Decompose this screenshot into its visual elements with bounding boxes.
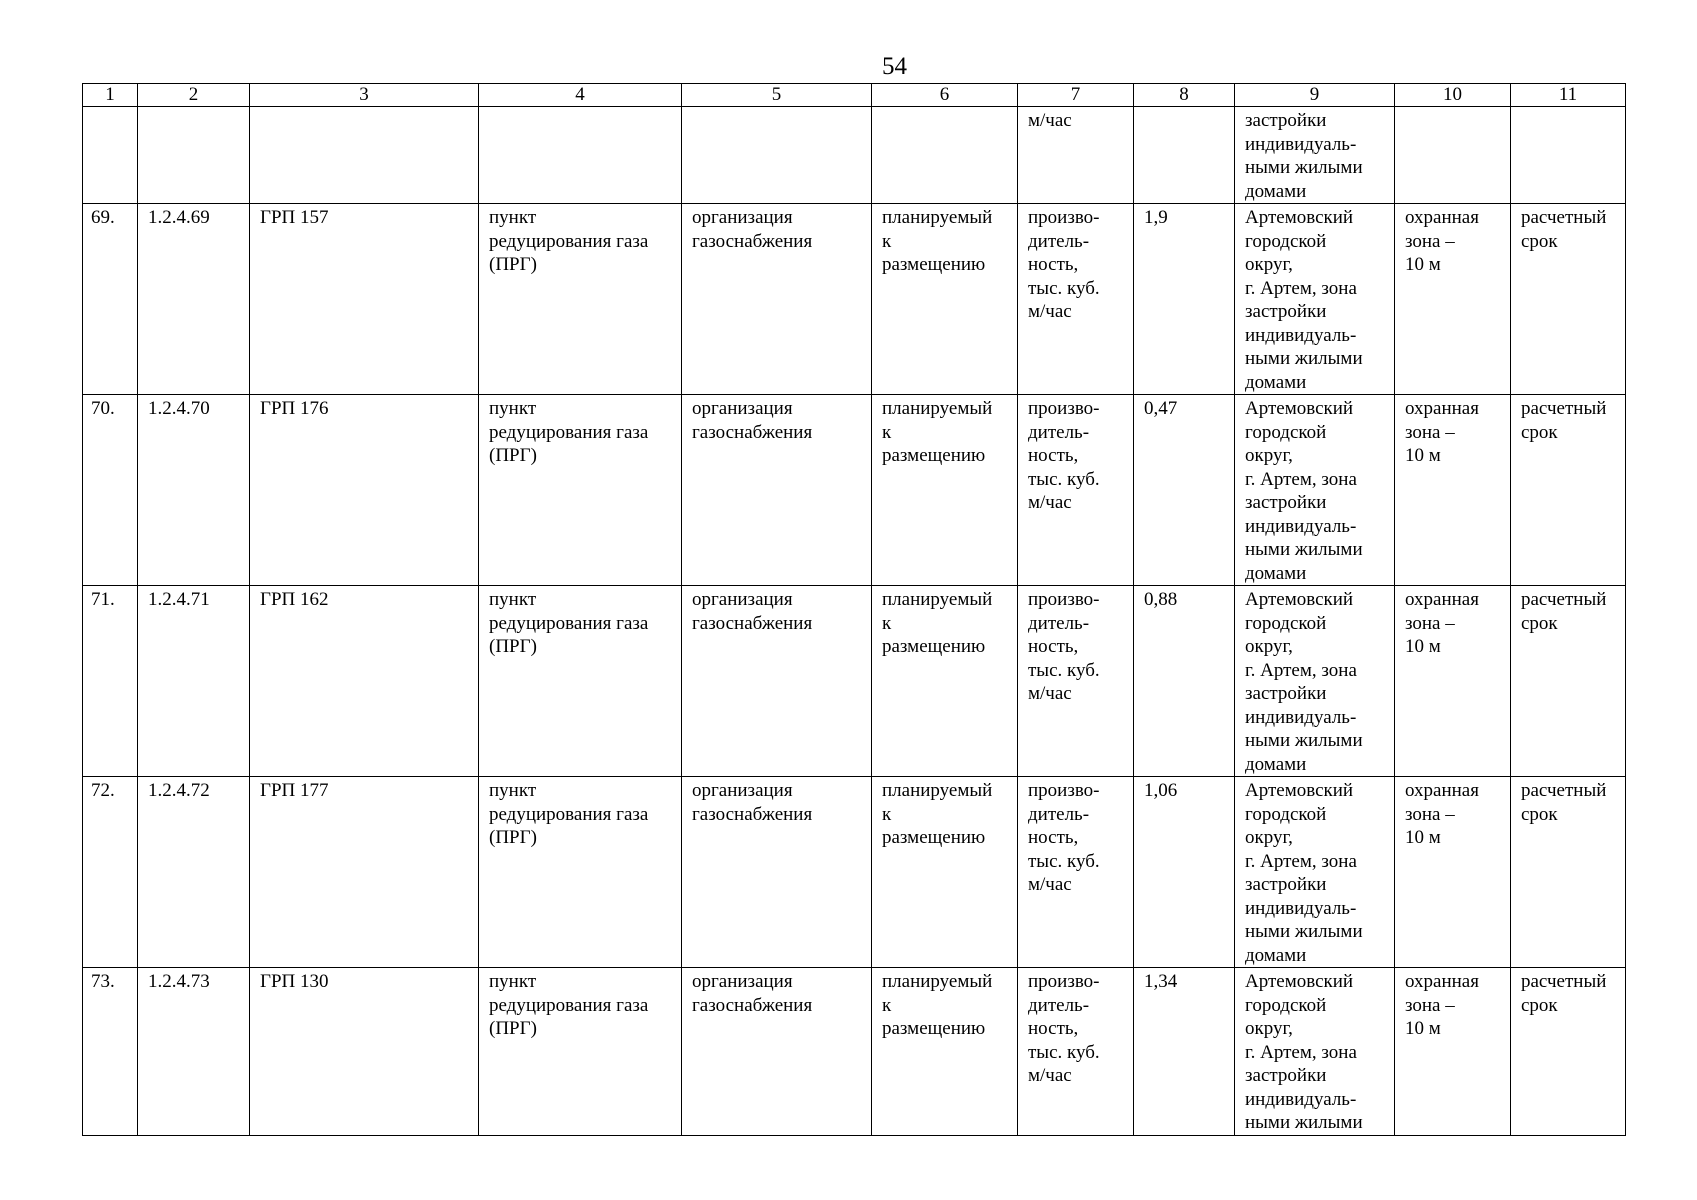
cell-location: Артемовский городской округ, г. Артем, зона застройки индивидуаль- ными жилыми домами <box>1235 586 1395 777</box>
cell-purpose: организация газоснабжения <box>682 586 872 777</box>
page-number: 54 <box>882 53 907 80</box>
table-row <box>83 586 1626 777</box>
cell-value: 0,47 <box>1134 395 1235 586</box>
cell-status: планируемый к размещению <box>872 777 1018 968</box>
column-number-9: 9 <box>1235 84 1395 107</box>
cell-zone: охранная зона – 10 м <box>1395 204 1511 395</box>
column-number-5: 5 <box>682 84 872 107</box>
cell-empty <box>1395 107 1511 204</box>
cell-term: расчетный срок <box>1511 586 1626 777</box>
cell-status: планируемый к размещению <box>872 395 1018 586</box>
column-number-1: 1 <box>83 84 138 107</box>
cell-row-number: 72. <box>83 777 138 968</box>
cell-purpose: организация газоснабжения <box>682 395 872 586</box>
cell-purpose: организация газоснабжения <box>682 204 872 395</box>
cell-empty <box>250 107 479 204</box>
cell-location: застройки индивидуаль- ными жилыми домами <box>1235 107 1395 204</box>
cell-code: 1.2.4.69 <box>138 204 250 395</box>
cell-object-type: пункт редуцирования газа (ПРГ) <box>479 777 682 968</box>
cell-code: 1.2.4.71 <box>138 586 250 777</box>
cell-status: планируемый к размещению <box>872 586 1018 777</box>
cell-object-type: пункт редуцирования газа (ПРГ) <box>479 395 682 586</box>
cell-value: 0,88 <box>1134 586 1235 777</box>
data-table <box>82 83 1626 1136</box>
column-number-6: 6 <box>872 84 1018 107</box>
cell-row-number: 69. <box>83 204 138 395</box>
cell-value: 1,9 <box>1134 204 1235 395</box>
column-number-7: 7 <box>1018 84 1134 107</box>
cell-characteristic: произво- дитель- ность, тыс. куб. м/час <box>1018 586 1134 777</box>
cell-code: 1.2.4.70 <box>138 395 250 586</box>
column-number-4: 4 <box>479 84 682 107</box>
cell-object-name: ГРП 176 <box>250 395 479 586</box>
cell-zone: охранная зона – 10 м <box>1395 777 1511 968</box>
cell-code: 1.2.4.73 <box>138 968 250 1136</box>
cell-object-type: пункт редуцирования газа (ПРГ) <box>479 586 682 777</box>
cell-row-number: 71. <box>83 586 138 777</box>
continuation-row <box>83 107 1626 204</box>
cell-object-name: ГРП 162 <box>250 586 479 777</box>
column-number-10: 10 <box>1395 84 1511 107</box>
cell-term: расчетный срок <box>1511 395 1626 586</box>
cell-row-number: 70. <box>83 395 138 586</box>
cell-term: расчетный срок <box>1511 777 1626 968</box>
cell-value: 1,06 <box>1134 777 1235 968</box>
cell-empty <box>872 107 1018 204</box>
column-number-2: 2 <box>138 84 250 107</box>
cell-value: 1,34 <box>1134 968 1235 1136</box>
cell-object-type: пункт редуцирования газа (ПРГ) <box>479 968 682 1136</box>
table-row <box>83 968 1626 1136</box>
cell-row-number: 73. <box>83 968 138 1136</box>
column-number-3: 3 <box>250 84 479 107</box>
cell-term: расчетный срок <box>1511 968 1626 1136</box>
cell-purpose: организация газоснабжения <box>682 777 872 968</box>
cell-empty <box>479 107 682 204</box>
cell-object-type: пункт редуцирования газа (ПРГ) <box>479 204 682 395</box>
table-header-row <box>83 84 1626 107</box>
table-row <box>83 777 1626 968</box>
cell-status: планируемый к размещению <box>872 968 1018 1136</box>
cell-object-name: ГРП 130 <box>250 968 479 1136</box>
cell-zone: охранная зона – 10 м <box>1395 586 1511 777</box>
table-row <box>83 204 1626 395</box>
cell-empty <box>1511 107 1626 204</box>
cell-characteristic: произво- дитель- ность, тыс. куб. м/час <box>1018 968 1134 1136</box>
cell-empty <box>83 107 138 204</box>
cell-object-name: ГРП 157 <box>250 204 479 395</box>
cell-object-name: ГРП 177 <box>250 777 479 968</box>
table-row <box>83 395 1626 586</box>
cell-location: Артемовский городской округ, г. Артем, зона застройки индивидуаль- ными жилыми домами <box>1235 777 1395 968</box>
cell-location: Артемовский городской округ, г. Артем, зона застройки индивидуаль- ными жилыми домами <box>1235 204 1395 395</box>
cell-empty <box>138 107 250 204</box>
cell-term: расчетный срок <box>1511 204 1626 395</box>
cell-empty <box>1134 107 1235 204</box>
cell-purpose: организация газоснабжения <box>682 968 872 1136</box>
cell-characteristic: произво- дитель- ность, тыс. куб. м/час <box>1018 777 1134 968</box>
column-number-11: 11 <box>1511 84 1626 107</box>
column-number-8: 8 <box>1134 84 1235 107</box>
cell-characteristic: произво- дитель- ность, тыс. куб. м/час <box>1018 395 1134 586</box>
cell-empty <box>682 107 872 204</box>
cell-capacity-unit: м/час <box>1018 107 1134 204</box>
cell-zone: охранная зона – 10 м <box>1395 968 1511 1136</box>
cell-location: Артемовский городской округ, г. Артем, зона застройки индивидуаль- ными жилыми домами <box>1235 395 1395 586</box>
cell-zone: охранная зона – 10 м <box>1395 395 1511 586</box>
cell-location: Артемовский городской округ, г. Артем, зона застройки индивидуаль- ными жилыми <box>1235 968 1395 1136</box>
cell-code: 1.2.4.72 <box>138 777 250 968</box>
cell-status: планируемый к размещению <box>872 204 1018 395</box>
cell-characteristic: произво- дитель- ность, тыс. куб. м/час <box>1018 204 1134 395</box>
